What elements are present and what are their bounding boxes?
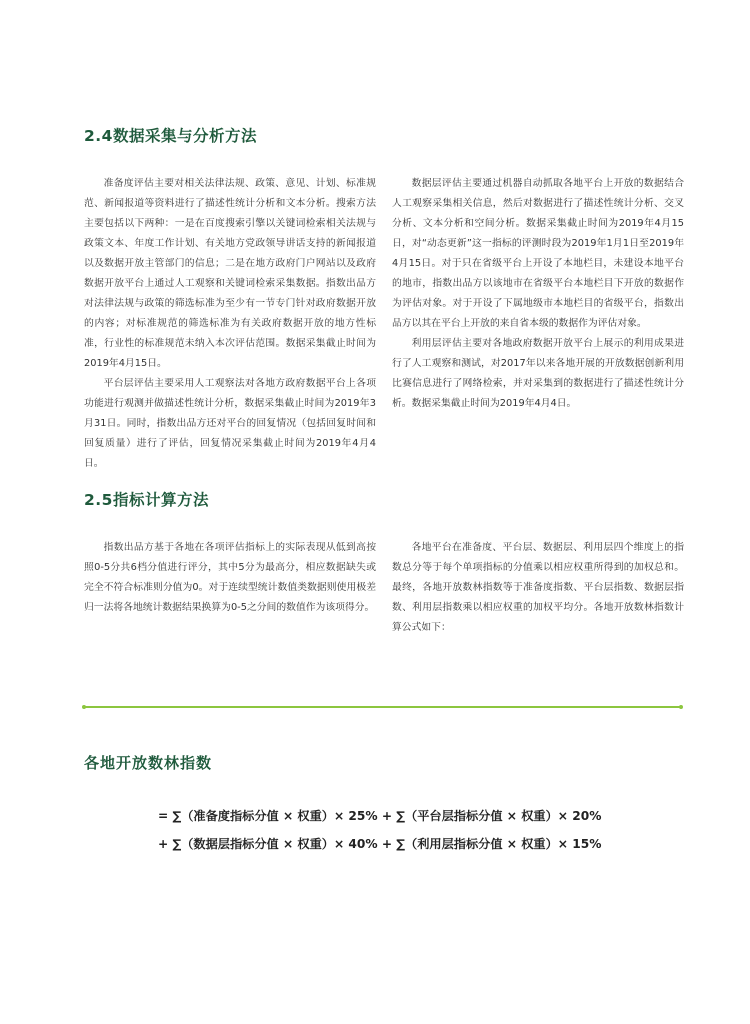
formula-line-1: = ∑（准备度指标分值 × 权重）× 25% + ∑（平台层指标分值 × 权重）× 20% xyxy=(158,809,602,823)
section-2-4-right-column xyxy=(392,174,684,414)
paragraph: 数据层评估主要通过机器自动抓取各地平台上开放的数据结合人工观察采集相关信息，然后对数据进行了描述性统计分析、交叉分析、文本分析和空间分析。数据采集截止时间为2019年4月15日，对“动态更新”这一指标的评测时段为2019年1月1日至2019年4月15日。对于只在省级平台上开设了本地栏目，未建设本地平台的地市，指数出品方以该地市在省级平台本地栏目下开放的数据作为评估对象。对于开设了下属地级市本地栏目的省级平台，指数出品方以其在平台上开放的来自省本级的数据作为评估对象。 xyxy=(392,178,684,329)
section-divider xyxy=(84,706,681,708)
paragraph: 平台层评估主要采用人工观察法对各地方政府数据平台上各项功能进行观测并做描述性统计分析，数据采集截止时间为2019年3月31日。同时，指数出品方还对平台的回复情况（包括回复时间和回复质量）进行了评估，回复情况采集截止时间为2019年4月4日。 xyxy=(84,378,376,469)
formula-title: 各地开放数林指数 xyxy=(84,754,213,772)
paragraph: 准备度评估主要对相关法律法规、政策、意见、计划、标准规范、新闻报道等资料进行了描述性统计分析和文本分析。搜索方法主要包括以下两种：一是在百度搜索引擎以关键词检索相关法规与政策文本、年度工作计划、有关地方党政领导讲话支持的新闻报道以及数据开放主管部门的信息；二是在地方政府门户网站以及政府数据开放平台上通过人工观察和关键词检索采集数据。指数出品方对法律法规与政策的筛选标准为至少有一节专门针对政府数据开放的内容；对标准规范的筛选标准为有关政府数据开放的地方性标准，行业性的标准规范未纳入本次评估范围。数据采集截止时间为2019年4月15日。 xyxy=(84,178,376,369)
paragraph: 利用层评估主要对各地政府数据开放平台上展示的利用成果进行了人工观察和测试，对2017年以来各地开展的开放数据创新利用比赛信息进行了网络检索，并对采集到的数据进行了描述性统计分析。数据采集截止时间为2019年4月4日。 xyxy=(392,338,684,409)
section-2-5-right-column xyxy=(392,538,684,638)
section-2-4-title: 2.4数据采集与分析方法 xyxy=(84,127,257,145)
section-2-5-left-column xyxy=(84,538,376,618)
formula-line-2: + ∑（数据层指标分值 × 权重）× 40% + ∑（利用层指标分值 × 权重）× 15% xyxy=(158,837,602,851)
paragraph: 各地平台在准备度、平台层、数据层、利用层四个维度上的指数总分等于每个单项指标的分值乘以相应权重所得到的加权总和。最终，各地开放数林指数等于准备度指数、平台层指数、数据层指数、利用层指数乘以相应权重的加权平均分。各地开放数林指数计算公式如下： xyxy=(392,542,684,633)
section-2-4-left-column xyxy=(84,174,376,474)
section-2-5-title: 2.5指标计算方法 xyxy=(84,491,209,509)
paragraph: 指数出品方基于各地在各项评估指标上的实际表现从低到高按照0-5分共6档分值进行评分，其中5分为最高分，相应数据缺失或完全不符合标准则分值为0。对于连续型统计数值类数据则使用极差归一法将各地统计数据结果换算为0-5之分间的数值作为该项得分。 xyxy=(84,542,376,613)
